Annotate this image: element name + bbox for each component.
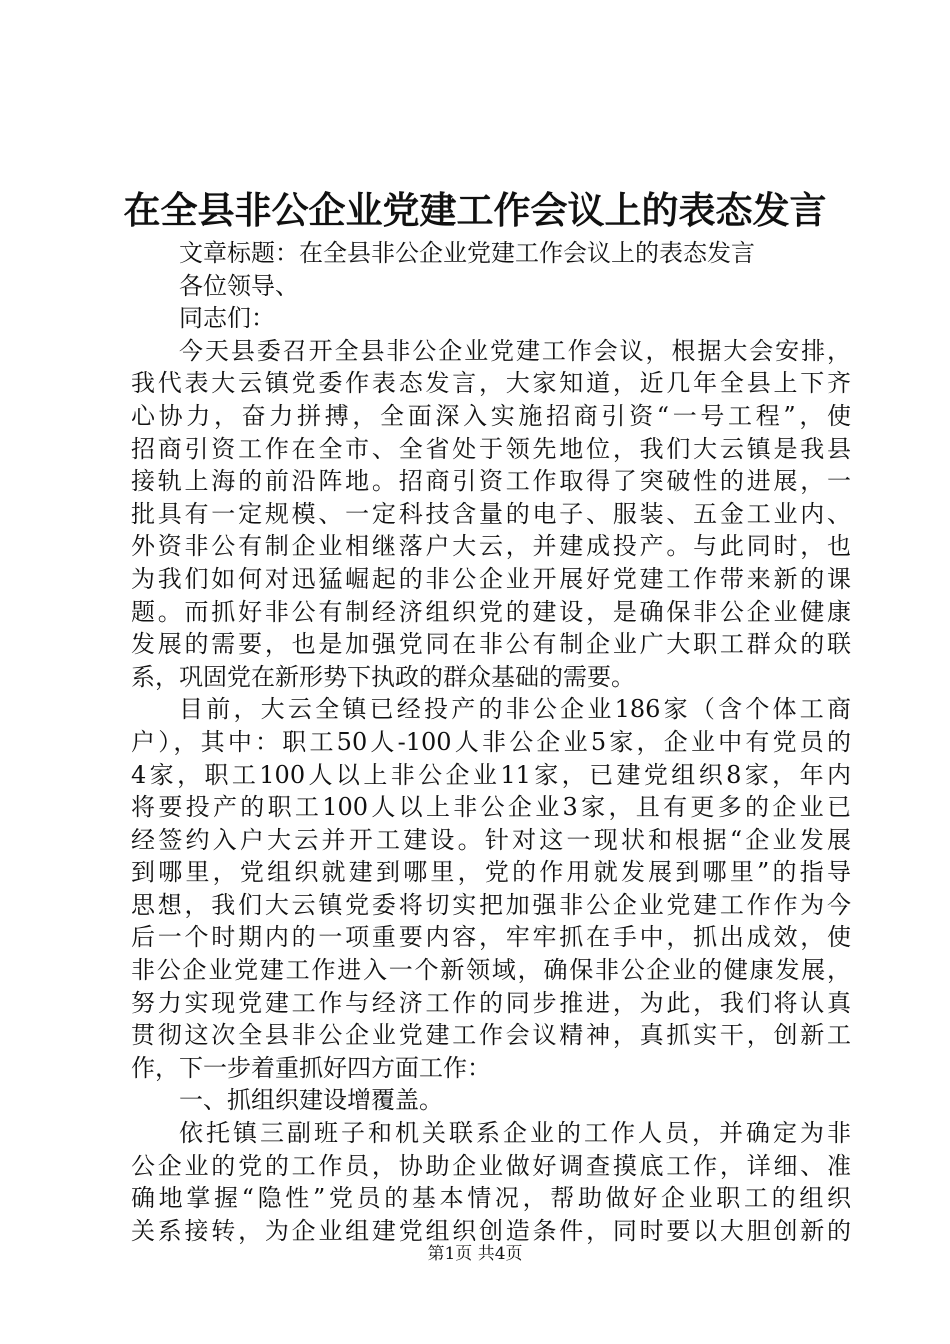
- paragraph-line: 关系接转，为企业组建党组织创造条件，同时要以大胆创新的: [131, 1216, 851, 1245]
- paragraph-line: 公企业的党的工作员，协助企业做好调查摸底工作，详细、准: [131, 1151, 851, 1180]
- paragraph-line: 为我们如何对迅猛崛起的非公企业开展好党建工作带来新的课: [131, 564, 851, 593]
- paragraph-line: 后一个时期内的一项重要内容，牢牢抓在手中，抓出成效，使: [131, 923, 851, 952]
- paragraph-line: 作，下一步着重抓好四方面工作：: [131, 1053, 491, 1082]
- section-heading: 一、抓组织建设增覆盖。: [179, 1086, 443, 1115]
- page-indicator: 第1页 共4页: [427, 1244, 523, 1264]
- paragraph-line: 发展的需要，也是加强党同在非公有制企业广大职工群众的联: [131, 630, 851, 659]
- document-body: [131, 237, 851, 1247]
- paragraph-line: 今天县委召开全县非公企业党建工作会议，根据大会安排，: [179, 336, 851, 365]
- paragraph-line: 目前，大云全镇已经投产的非公企业186家（含个体工商: [179, 695, 851, 724]
- paragraph-line: 批具有一定规模、一定科技含量的电子、服装、五金工业内、: [131, 499, 851, 528]
- paragraph-line: 思想，我们大云镇党委将切实把加强非公企业党建工作作为今: [131, 890, 851, 919]
- article-title-line: 文章标题：在全县非公企业党建工作会议上的表态发言: [179, 239, 755, 267]
- salutation-line: 各位领导、: [179, 271, 299, 300]
- paragraph-line: 系，巩固党在新形势下执政的群众基础的需要。: [131, 662, 635, 691]
- paragraph-line: 非公企业党建工作进入一个新领域，确保非公企业的健康发展，: [131, 956, 851, 985]
- paragraph-line: 心协力，奋力拼搏，全面深入实施招商引资“一号工程”，使: [131, 401, 851, 430]
- paragraph-line: 4家，职工100人以上非公企业11家，已建党组织8家，年内: [131, 760, 851, 789]
- salutation-line: 同志们：: [179, 304, 275, 333]
- paragraph-line: 接轨上海的前沿阵地。招商引资工作取得了突破性的进展，一: [131, 467, 851, 496]
- paragraph-line: 到哪里，党组织就建到哪里，党的作用就发展到哪里”的指导: [131, 858, 851, 887]
- paragraph-line: 经签约入户大云并开工建设。针对这一现状和根据“企业发展: [131, 825, 851, 854]
- paragraph-line: 确地掌握“隐性”党员的基本情况，帮助做好企业职工的组织: [131, 1184, 851, 1213]
- paragraph-line: 题。而抓好非公有制经济组织党的建设，是确保非公企业健康: [131, 597, 851, 626]
- document-title: 在全县非公企业党建工作会议上的表态发言: [123, 188, 827, 232]
- paragraph-line: 外资非公有制企业相继落户大云，并建成投产。与此同时，也: [131, 532, 851, 561]
- paragraph-line: 努力实现党建工作与经济工作的同步推进，为此，我们将认真: [131, 988, 851, 1017]
- paragraph-line: 我代表大云镇党委作表态发言，大家知道，近几年全县上下齐: [131, 369, 851, 398]
- paragraph-line: 贯彻这次全县非公企业党建工作会议精神，真抓实干，创新工: [131, 1021, 851, 1050]
- paragraph-line: 将要投产的职工100人以上非公企业3家，且有更多的企业已: [131, 793, 851, 822]
- paragraph-line: 户），其中：职工50人-100人非公企业5家，企业中有党员的: [131, 727, 851, 756]
- paragraph-line: 招商引资工作在全市、全省处于领先地位，我们大云镇是我县: [131, 434, 851, 463]
- paragraph-line: 依托镇三副班子和机关联系企业的工作人员，并确定为非: [179, 1119, 851, 1148]
